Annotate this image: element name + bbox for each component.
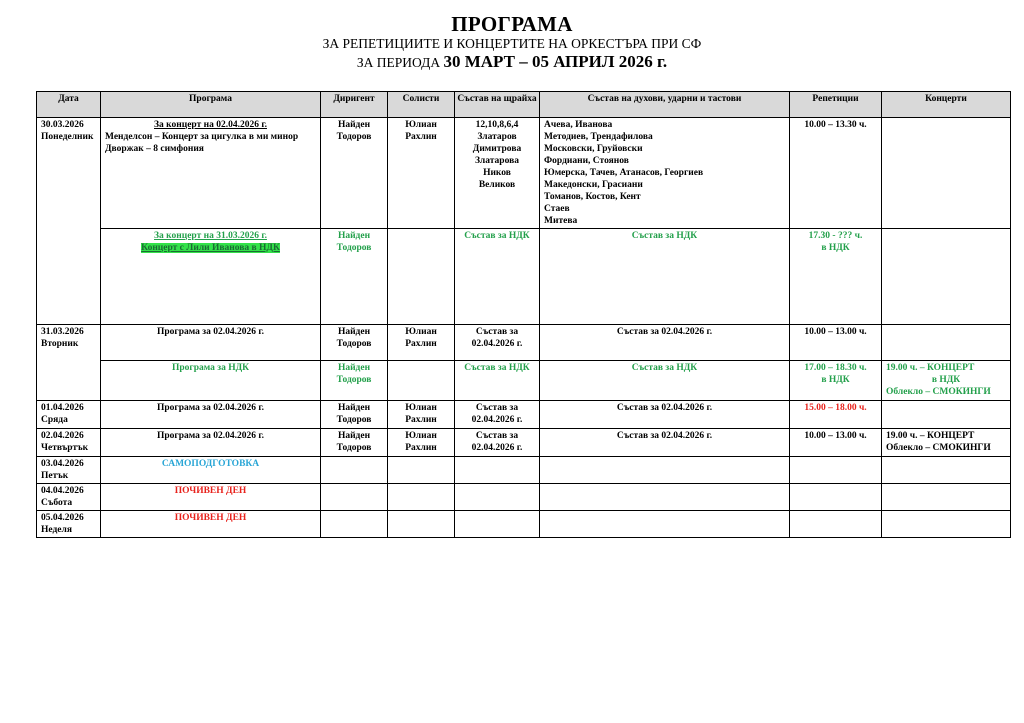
schedule-table [36,91,1011,538]
soloist-cell [388,457,455,484]
strings-line: Димитрова [472,144,522,154]
strings-line: Състав за [475,327,519,337]
program-concert-link: За концерт на 02.04.2026 г. [154,120,267,130]
rehearsal-cell: 15.00 – 18.00 ч. [790,401,882,429]
table-row-sunday [37,511,1011,538]
col-header-rehearsals: Репетиции [790,92,882,118]
date-cell [37,457,101,484]
soloist-cell [388,118,455,229]
concert-time: 19.00 ч. – КОНЦЕРТ [886,431,975,441]
conductor-first-name: Найден [337,363,371,373]
soloist-cell [388,429,455,457]
date-cell [37,118,101,325]
rehearsal-cell: 10.00 – 13.00 ч. [790,429,882,457]
concert-cell [882,457,1011,484]
winds-cell [540,511,790,538]
program-piece: Менделсон – Концерт за цигулка в ми минор [105,132,299,142]
strings-line: Ников [483,168,511,178]
weekday: Понеделник [41,132,94,142]
winds-line: Стаев [544,204,570,214]
soloist-cell [388,361,455,401]
program-cell: Програма за НДК [101,361,321,401]
soloist-first-name: Юлиан [405,327,437,337]
winds-line: Томанов, Костов, Кент [544,192,641,202]
soloist-cell [388,229,455,325]
weekday: Сряда [41,415,68,425]
program-cell: Програма за 02.04.2026 г. [101,429,321,457]
date: 30.03.2026 [41,120,84,130]
program-cell: САМОПОДГОТОВКА [101,457,321,484]
winds-cell [540,118,790,229]
table-row-tuesday-ndk [37,361,1011,401]
program-cell: ПОЧИВЕН ДЕН [101,484,321,511]
strings-cell [455,484,540,511]
rehearsal-cell [790,484,882,511]
concert-cell [882,361,1011,401]
conductor-last-name: Тодоров [336,132,372,142]
conductor-first-name: Найден [337,327,371,337]
soloist-last-name: Рахлин [405,132,437,142]
table-row-monday [37,118,1011,229]
program-piece: Дворжак – 8 симфония [105,144,204,154]
winds-line: Македонски, Грасиани [544,180,643,190]
strings-line: Златаров [477,132,517,142]
program-highlight: Концерт с Лили Иванова в НДК [141,243,280,253]
date-cell [37,511,101,538]
soloist-last-name: Рахлин [405,339,437,349]
winds-line: Митева [544,216,578,226]
weekday: Четвъртък [41,443,89,453]
date: 01.04.2026 [41,403,84,413]
weekday: Събота [41,498,73,508]
date: 04.04.2026 [41,486,84,496]
concert-cell [882,325,1011,361]
col-header-conductor: Диригент [321,92,388,118]
soloist-first-name: Юлиан [405,120,437,130]
conductor-first-name: Найден [337,431,371,441]
program-concert-link: За концерт на 31.03.2026 г. [154,231,267,241]
table-row-wednesday [37,401,1011,429]
period-line [0,52,1024,73]
soloist-first-name: Юлиан [405,431,437,441]
winds-line: Юмерска, Тачев, Атанасов, Георгиев [544,168,704,178]
winds-cell [540,457,790,484]
program-cell: ПОЧИВЕН ДЕН [101,511,321,538]
date: 03.04.2026 [41,459,84,469]
strings-cell [455,457,540,484]
strings-cell [455,429,540,457]
conductor-first-name: Найден [337,231,371,241]
concert-cell [882,118,1011,229]
conductor-cell [321,511,388,538]
date: 02.04.2026 [41,431,84,441]
conductor-last-name: Тодоров [336,375,372,385]
conductor-cell [321,229,388,325]
table-row-monday-ndk [37,229,1011,325]
winds-cell: Състав за НДК [540,229,790,325]
strings-line: 02.04.2026 г. [471,339,523,349]
col-header-strings: Състав на щрайха [455,92,540,118]
weekday: Вторник [41,339,79,349]
concert-cell [882,484,1011,511]
conductor-cell [321,325,388,361]
col-header-soloists: Солисти [388,92,455,118]
col-header-concerts: Концерти [882,92,1011,118]
rehearsal-cell [790,511,882,538]
page-subtitle: ЗА РЕПЕТИЦИИТЕ И КОНЦЕРТИТЕ НА ОРКЕСТЪРА ПРИ СФ [322,36,702,51]
table-row-thursday [37,429,1011,457]
table-row-tuesday [37,325,1011,361]
date: 31.03.2026 [41,327,84,337]
strings-line: Състав за [475,403,519,413]
concert-dress-code: Облекло – СМОКИНГИ [886,387,991,397]
page-header [0,12,1024,73]
soloist-cell [388,511,455,538]
winds-line: Ачева, Иванова [544,120,613,130]
rehearsal-cell: 10.00 – 13.00 ч. [790,325,882,361]
col-header-date: Дата [37,92,101,118]
soloist-last-name: Рахлин [405,415,437,425]
soloist-first-name: Юлиан [405,403,437,413]
rehearsal-cell: 10.00 – 13.30 ч. [790,118,882,229]
conductor-first-name: Найден [337,120,371,130]
table-header-row [37,92,1011,118]
page-title: ПРОГРАМА [451,12,573,36]
winds-cell: Състав за 02.04.2026 г. [540,429,790,457]
winds-line: Фордиани, Стоянов [544,156,629,166]
date-cell [37,429,101,457]
conductor-last-name: Тодоров [336,243,372,253]
rehearsal-cell [790,457,882,484]
strings-cell: Състав за НДК [455,361,540,401]
soloist-cell [388,325,455,361]
concert-dress-code: Облекло – СМОКИНГИ [886,443,991,453]
conductor-first-name: Найден [337,403,371,413]
concert-cell [882,401,1011,429]
concert-place: в НДК [931,375,961,385]
conductor-cell [321,361,388,401]
conductor-cell [321,118,388,229]
soloist-cell [388,484,455,511]
date-cell [37,484,101,511]
strings-cell [455,118,540,229]
rehearsal-place: в НДК [821,243,850,253]
winds-cell: Състав за НДК [540,361,790,401]
winds-line: Московски, Груйовски [544,144,643,154]
rehearsal-place: в НДК [821,375,850,385]
concert-cell [882,511,1011,538]
soloist-last-name: Рахлин [405,443,437,453]
rehearsal-time: 17.00 – 18.30 ч. [804,363,867,373]
soloist-cell [388,401,455,429]
winds-line: Методиев, Трендафилова [544,132,653,142]
strings-cell [455,511,540,538]
conductor-last-name: Тодоров [336,443,372,453]
strings-line: 12,10,8,6,4 [475,120,519,130]
winds-cell: Състав за 02.04.2026 г. [540,325,790,361]
table-row-friday [37,457,1011,484]
winds-cell [540,484,790,511]
weekday: Неделя [41,525,72,535]
program-cell: Програма за 02.04.2026 г. [101,401,321,429]
weekday: Петък [41,471,69,481]
strings-line: 02.04.2026 г. [471,415,523,425]
rehearsal-cell [790,361,882,401]
col-header-winds: Състав на духови, ударни и тастови [540,92,790,118]
strings-line: Златарова [475,156,519,166]
program-cell [101,229,321,325]
conductor-last-name: Тодоров [336,339,372,349]
winds-cell: Състав за 02.04.2026 г. [540,401,790,429]
rehearsal-cell [790,229,882,325]
concert-time: 19.00 ч. – КОНЦЕРТ [886,363,975,373]
strings-cell: Състав за НДК [455,229,540,325]
strings-cell [455,401,540,429]
concert-cell [882,229,1011,325]
date: 05.04.2026 [41,513,84,523]
date-cell [37,401,101,429]
table-row-saturday [37,484,1011,511]
conductor-cell [321,457,388,484]
period-value: 30 МАРТ – 05 АПРИЛ 2026 г. [443,52,668,71]
conductor-cell [321,484,388,511]
strings-line: Състав за [475,431,519,441]
program-cell [101,118,321,229]
conductor-last-name: Тодоров [336,415,372,425]
rehearsal-time: 17.30 - ??? ч. [808,231,863,241]
col-header-program: Програма [101,92,321,118]
conductor-cell [321,429,388,457]
strings-line: 02.04.2026 г. [471,443,523,453]
concert-cell [882,429,1011,457]
conductor-cell [321,401,388,429]
date-cell [37,325,101,401]
period-label: ЗА ПЕРИОДА [356,55,441,70]
strings-line: Великов [478,180,516,190]
strings-cell [455,325,540,361]
program-cell: Програма за 02.04.2026 г. [101,325,321,361]
